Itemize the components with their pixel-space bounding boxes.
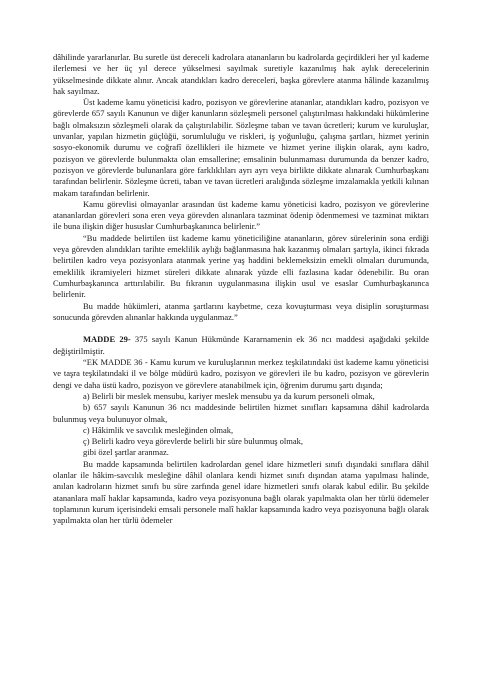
list-item-c: c) Hâkimlik ve savcılık mesleğinden olmak, xyxy=(83,424,234,435)
paragraph-4: “Bu maddede belirtilen üst kademe kamu yöneticiliğine atananların, görev sürelerinin sona erdiği veya görevden alındıkları tarihte emeklilik aylığı bağlanmasına hak kazanmış olmaları şartıyla, ikinci fıkrada belirtilen kadro veya pozisyonlara atanmak yerine yaş haddini beklemeksizin emekli olmaları durumunda, emeklilik ikramiyeleri hizmet süreleri dikkate alınarak yüzde elli fazlasına kadar ödenebilir. Bu oran Cumhurbaşkanınca arttırılabilir. Bu fıkranın uygulanmasına ilişkin usul ve esaslar Cumhurbaşkanınca belirlenir. xyxy=(53,232,429,300)
madde-29 xyxy=(53,334,429,357)
paragraph-5: Bu madde hükümleri, atanma şartlarını kaybetme, ceza kovuşturması veya disiplin soruşturması sonucunda görevden alınanlar hakkında uygulanmaz.” xyxy=(53,300,429,322)
list-item-b: b) 657 sayılı Kanunun 36 ncı maddesinde belirtilen hizmet sınıfları kapsamına dâhil kadrolarda bulunmuş veya bulunuyor olmak, xyxy=(53,402,429,424)
madde-scope-paragraph: Bu madde kapsamında belirtilen kadrolardan genel idare hizmetleri sınıfı dışındaki sınıflara dâhil olanlar ile hâkim-savcılık mesleğine dâhil olanlara kendi hizmet sınıfı dışından atama yapılması halinde, anılan kadroların hizmet sınıfı bu süre zarfında genel idare hizmetleri sınıfı olarak kabul edilir. Bu şekilde atananlara malî haklar kapsamında, kadro veya pozisyonuna bağlı olarak yapılmakta olan her türlü ödemeler toplamının kurum içerisindeki emsali personele malî haklar kapsamında kadro veya pozisyonuna bağlı olarak yapılmakta olan her türlü ödemeler xyxy=(53,458,429,526)
ek-madde-36-paragraph: “EK MADDE 36 - Kamu kurum ve kuruluşlarının merkez teşkilatındaki üst kademe kamu yöneticisi ve taşra teşkilatındaki il ve bölge müdürü kadro, pozisyon ve görevleri ile bu kadro, pozisyon ve görevlerin dengi ve daha üstü kadro, pozisyon ve görevlere atanabilmek için, öğrenim durumu şartı dışında; xyxy=(53,357,429,390)
list-item-a: a) Belirli bir meslek mensubu, kariyer meslek mensubu ya da kurum personeli olmak, xyxy=(83,390,375,401)
paragraph-2: Üst kademe kamu yöneticisi kadro, pozisyon ve görevlerine atananlar, atandıkları kadro, pozisyon ve görevlerde 657 sayılı Kanunun ve diğer kanunların sözleşmeli personel çalıştırılması hakkındaki hükümlerine bağlı olmaksızın sözleşmeli olarak da çalıştırılabilir. Sözleşme taban ve tavan ücretleri; kurum ve kuruluşlar, unvanlar, yapılan hizmetin güçlüğü, sorumluluğu ve riskleri, iş yoğunluğu, çalışma şartları, hizmet yerinin sosyo-ekonomik durumu ve coğrafî özellikleri ile hizmete ve hizmet yerine ilişkin olarak, aynı kadro, pozisyon ve görevlerde bulunmakta olan emsallerine; emsalinin bulunmaması durumunda da benzer kadro, pozisyon ve görevlerde bulunanlara göre farklıklıları ayrı ayrı veya birlikte dikkate alınarak Cumhurbaşkanı tarafından belirlenir. Sözleşme ücreti, taban ve tavan ücretleri aralığında sözleşme imzalamakla yetkili kılınan makam tarafından belirlenir. xyxy=(53,97,429,198)
paragraph-1: dâhilinde yararlanırlar. Bu suretle üst dereceli kadrolara atananların bu kadrolarda geçirdikleri her yıl kademe ilerlemesi ve her üç yıl derece yükselmesi sayılmak suretiyle kazanılmış hak aylık derecelerinin yükselmesinde dikkate alınır. Ancak atandıkları kadro dereceleri, başka görevlere atanma hâlinde kazanılmış hak sayılmaz. xyxy=(53,52,429,96)
madde-heading: MADDE 29- xyxy=(83,334,131,345)
document-page xyxy=(53,52,429,526)
list-closing: gibi özel şartlar aranmaz. xyxy=(83,447,169,458)
list-item-c-cedilla: ç) Belirli kadro veya görevlerde belirli bir süre bulunmuş olmak, xyxy=(83,436,303,447)
paragraph-3: Kamu görevlisi olmayanlar arasından üst kademe kamu yöneticisi kadro, pozisyon ve görevlerine atananlardan görevleri sona eren veya görevden alınanlara tazminat ödenip ödenmemesi ve tazminat miktarı ile buna ilişkin diğer hususlar Cumhurbaşkanınca belirlenir.” xyxy=(53,198,429,232)
madde-intro: 375 sayılı Kanun Hükmünde Kararnamenin ek 36 ncı maddesi aşağıdaki şekilde değiştirilmiştir. xyxy=(53,334,429,356)
